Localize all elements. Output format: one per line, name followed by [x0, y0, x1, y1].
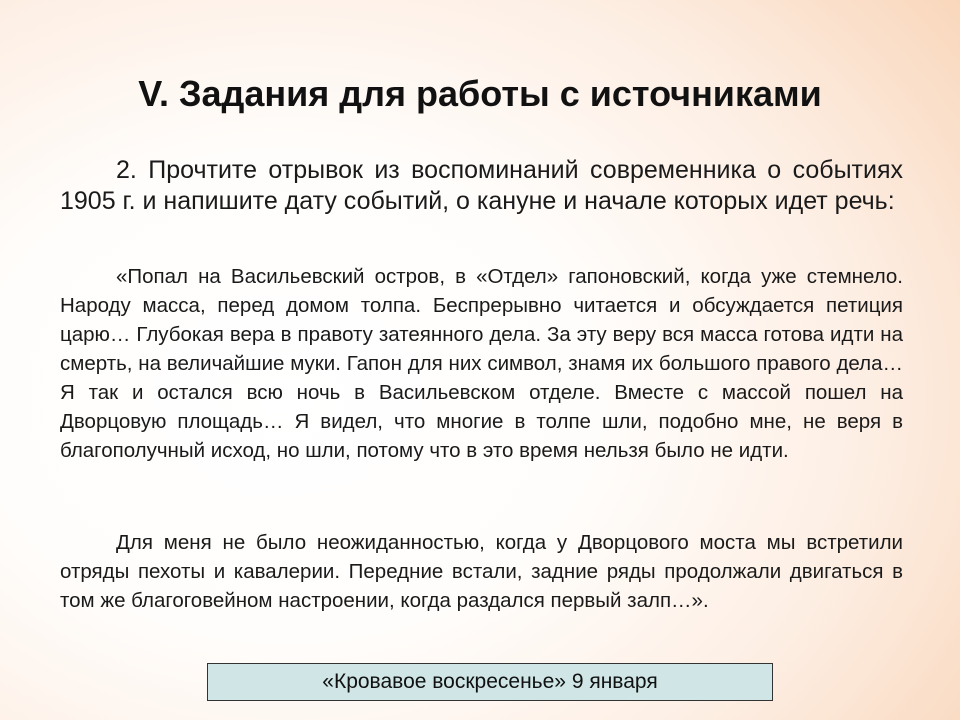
quote-paragraph-1: «Попал на Васильевский остров, в «Отдел» гапоновский, когда уже стемнело. Народу масса, перед домом толпа. Беспрерывно читается и обсуждается петиция царю… Глубокая вера в правоту затеянного дела. За эту веру вся масса готова идти на смерть, на величайшие муки. Гапон для них символ, знамя их большого правого дела… Я так и остался всю ночь в Васильевском отделе. Вместе с массой пошел на Дворцовую площадь… Я видел, что многие в толпе шли, подобно мне, не веря в благополучный исход, но шли, потому что в это время нельзя было не идти. [60, 265, 903, 462]
answer-caption-box [207, 663, 773, 701]
answer-caption-text: «Кровавое воскресенье» 9 января [322, 670, 658, 693]
quote-paragraph-2: Для меня не было неожиданностью, когда у Дворцового моста мы встретили отряды пехоты и кавалерии. Передние встали, задние ряды продолжали двигаться в том же благоговейном настроении, когда раздался первый залп…». [60, 531, 903, 612]
slide-title: V. Задания для работы с источниками [138, 73, 822, 114]
task-text: 2. Прочтите отрывок из воспоминаний современника о событиях 1905 г. и напишите дату событий, о кануне и начале которых идет речь: [60, 156, 903, 215]
